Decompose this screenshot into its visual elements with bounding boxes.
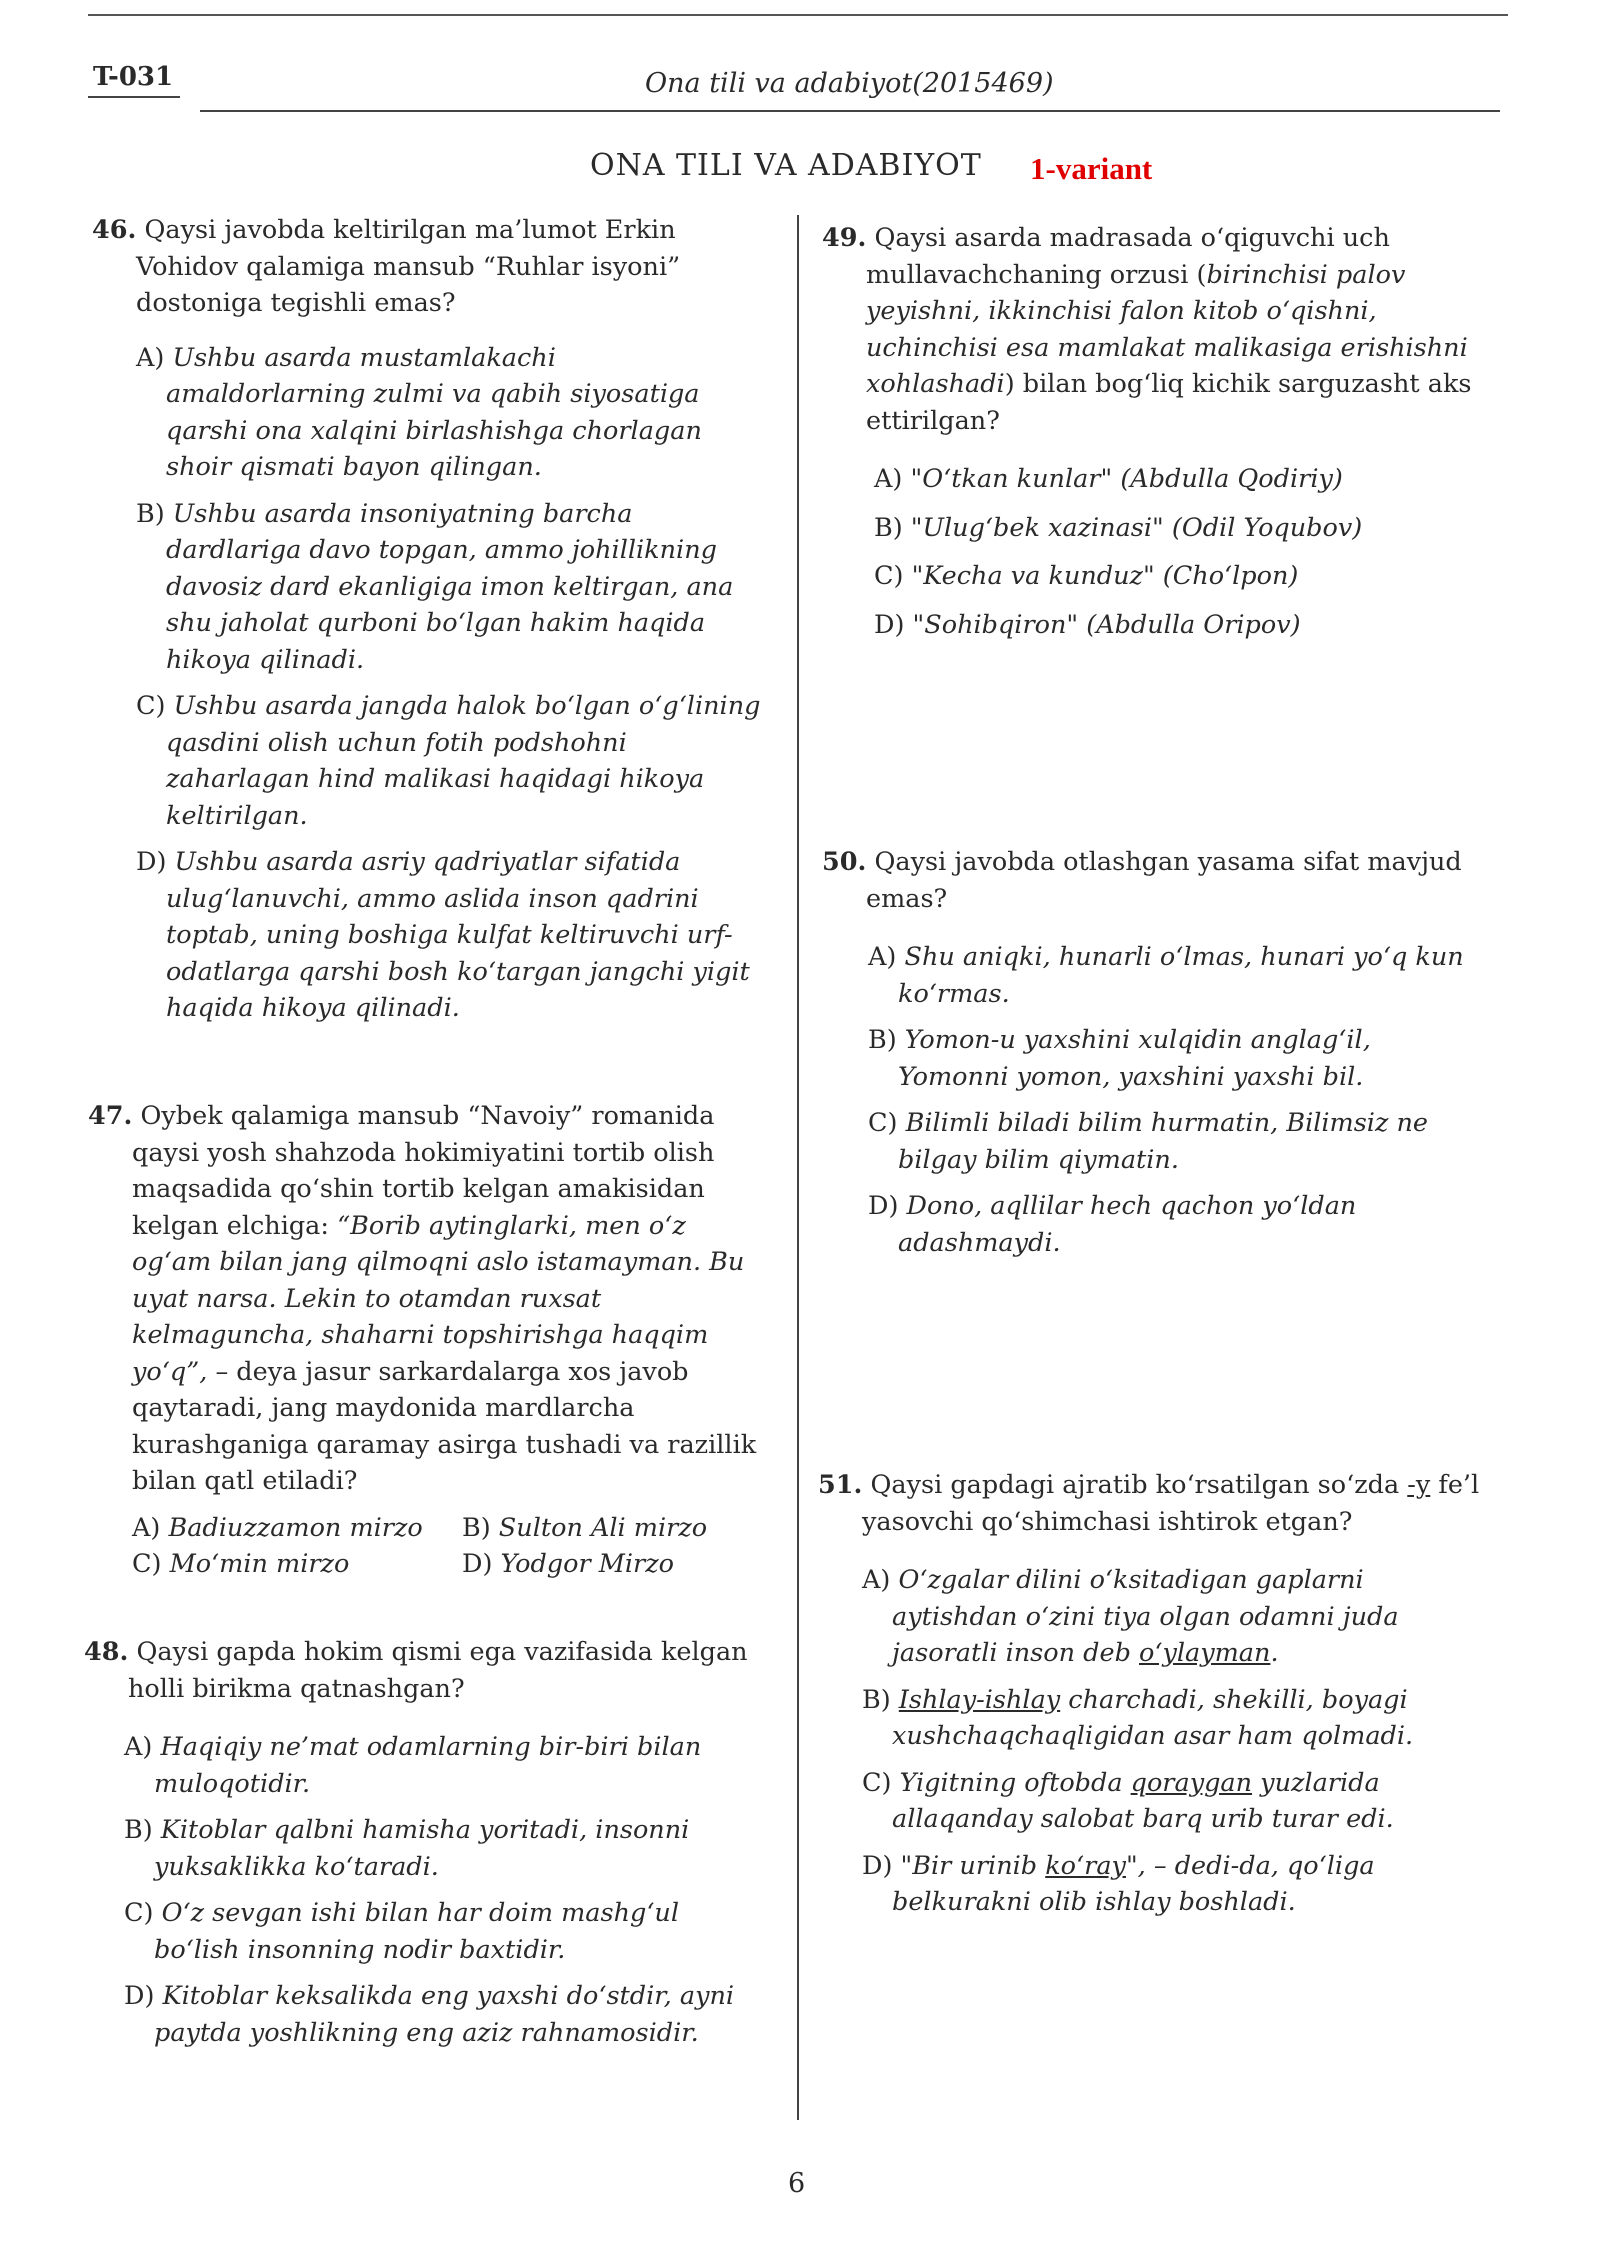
variant-label: 1-variant	[1030, 151, 1153, 186]
option-letter: A)	[136, 342, 165, 373]
underlined-suffix: -y	[1407, 1470, 1431, 1500]
option-text: Bilimli biladi bilim hurmatin, Bilimsiz ne bilgay bilim qiymatin.	[898, 1108, 1429, 1175]
question-46	[92, 212, 762, 1037]
option-letter: D)	[462, 1549, 493, 1579]
option-d	[462, 1546, 782, 1583]
options	[92, 340, 762, 1027]
option-letter: C)	[124, 1898, 154, 1928]
option-letter: D)	[874, 609, 905, 640]
option-text: Kitoblar qalbni hamisha yoritadi, insonni yuksaklikka ko‘taradi.	[154, 1815, 690, 1882]
option-letter: C)	[862, 1767, 892, 1798]
question-text	[822, 844, 1482, 917]
options-grid	[88, 1510, 758, 1583]
option-letter: A)	[124, 1732, 153, 1762]
option-b	[862, 1682, 1483, 1755]
option-d	[868, 1188, 1482, 1261]
question-text	[822, 220, 1482, 439]
option-c	[136, 688, 762, 834]
option-b	[874, 510, 1482, 547]
option-letter: C)	[874, 561, 904, 591]
options	[822, 461, 1482, 643]
option-b	[462, 1510, 782, 1547]
underlined-word: ko‘ray	[1045, 1850, 1126, 1881]
question-49	[822, 220, 1482, 655]
option-text: "Bir urinib	[900, 1850, 1046, 1881]
option-b	[868, 1022, 1482, 1095]
question-number: 48.	[84, 1637, 129, 1667]
subject-header: Ona tili va adabiyot(2015469)	[645, 68, 1054, 99]
question-number: 49.	[822, 223, 867, 253]
option-a	[124, 1729, 764, 1802]
options	[84, 1729, 764, 2051]
option-a	[862, 1562, 1483, 1672]
question-quote: “Borib aytinglarki, men o‘z og‘am bilan jang qilmoqni aslo istamayman. Bu uyat narsa. Lekin to otamdan ruxsat kelmaguncha, shaharni topshirishga haqqim yo‘q”,	[132, 1210, 745, 1387]
option-b	[124, 1812, 764, 1885]
question-body: Qaysi gapdagi ajratib ko‘rsatilgan so‘zda	[870, 1470, 1408, 1500]
question-body: Qaysi gapda hokim qismi ega vazifasida kelgan holli birikma qatnashgan?	[128, 1637, 748, 1704]
question-number: 51.	[818, 1470, 863, 1500]
option-a	[136, 340, 762, 486]
option-text: Mo‘min mirzo	[169, 1549, 350, 1579]
option-text: Ushbu asarda insoniyatning barcha dardlariga davo topgan, ammo johillikning davosiz dard ekanligiga imon keltirgan, ana shu jaholat qurboni bo‘lgan hakim haqida hikoya qilinadi.	[166, 498, 734, 675]
option-text: Dono, aqllilar hech qachon yo‘ldan adashmaydi.	[898, 1191, 1357, 1258]
options	[822, 939, 1482, 1261]
top-rule	[88, 14, 1508, 16]
option-b	[136, 496, 762, 679]
option-letter: A)	[868, 942, 897, 972]
option-c	[868, 1105, 1482, 1178]
option-letter: B)	[136, 498, 165, 529]
question-number: 46.	[92, 215, 137, 245]
code-underline	[88, 96, 180, 98]
underlined-word: Ishlay-ishlay	[898, 1684, 1061, 1715]
option-text-end: yuzlarida allaqanday salobat barq urib turar edi.	[892, 1767, 1394, 1834]
option-text: Shu aniqki, hunarli o‘lmas, hunari yo‘q kun ko‘rmas.	[898, 942, 1464, 1009]
option-text: O‘z sevgan ishi bilan har doim mashg‘ul bo‘lish insonning nodir baxtidir.	[154, 1898, 679, 1965]
options	[818, 1562, 1483, 1921]
question-text	[88, 1098, 758, 1500]
option-letter: D)	[868, 1191, 899, 1221]
option-letter: C)	[132, 1549, 162, 1579]
option-d	[874, 607, 1482, 644]
option-text: Ushbu asarda asriy qadriyatlar sifatida ulug‘lanuvchi, ammo aslida inson qadrini toptab, uning boshiga kulfat keltiruvchi urf-odatlarga qarshi bosh ko‘targan jangchi yigit haqida hikoya qilinadi.	[166, 847, 750, 1023]
option-letter: B)	[462, 1512, 491, 1543]
question-51	[818, 1467, 1483, 1931]
option-letter: C)	[868, 1108, 898, 1138]
header-rule	[200, 110, 1500, 112]
option-text: Yodgor Mirzo	[500, 1549, 675, 1579]
question-body: Qaysi javobda otlashgan yasama sifat mavjud emas?	[866, 847, 1462, 914]
option-text-end: .	[1270, 1638, 1279, 1668]
question-body: Oybek qalamiga mansub “Navoiy” romanida qaysi yosh shahzoda hokimiyatini tortib olish maqsadida qo‘shin tortib kelgan amakisidan kelgan elchiga:	[132, 1101, 715, 1241]
option-letter: B)	[862, 1684, 891, 1715]
option-letter: C)	[136, 691, 166, 721]
option-c	[132, 1546, 462, 1583]
option-letter: A)	[862, 1565, 891, 1595]
option-c	[874, 558, 1482, 595]
question-tail: fe’l yasovchi qo‘shimchasi ishtirok etgan?	[862, 1470, 1480, 1537]
option-c	[862, 1765, 1483, 1838]
question-text	[92, 212, 762, 322]
question-text	[818, 1467, 1483, 1540]
underlined-word: o‘ylayman	[1139, 1638, 1271, 1668]
option-d	[124, 1978, 764, 2051]
option-text: Kitoblar keksalikda eng yaxshi do‘stdir, ayni paytda yoshlikning eng aziz rahnamosidir.	[154, 1981, 735, 2048]
question-47	[88, 1098, 758, 1583]
option-c	[124, 1895, 764, 1968]
underlined-word: qoraygan	[1130, 1767, 1253, 1798]
option-text: Yomon-u yaxshini xulqidin anglag‘il, Yomonni yomon, yaxshini yaxshi bil.	[898, 1025, 1371, 1092]
option-letter: D)	[136, 847, 167, 877]
page-title: ONA TILI VA ADABIYOT	[590, 148, 982, 183]
option-text: "Sohibqiron" (Abdulla Oripov)	[912, 609, 1301, 640]
question-number: 47.	[88, 1101, 133, 1131]
option-text: Ushbu asarda mustamlakachi amaldorlarning zulmi va qabih siyosatiga qarshi ona xalqini birlashishga chorlagan shoir qismati bayon qilingan.	[166, 342, 702, 482]
option-a	[868, 939, 1482, 1012]
option-letter: A)	[132, 1512, 161, 1543]
question-text	[84, 1634, 764, 1707]
question-body: Qaysi asarda madrasada o‘qiguvchi uch mullavachchaning orzusi (	[866, 223, 1390, 290]
option-letter: D)	[124, 1981, 155, 2011]
option-letter: B)	[874, 512, 903, 543]
option-text: "Kecha va kunduz" (Cho‘lpon)	[911, 561, 1299, 591]
question-50	[822, 844, 1482, 1271]
option-text: "O‘tkan kunlar" (Abdulla Qodiriy)	[910, 464, 1343, 494]
option-text: "Ulug‘bek xazinasi" (Odil Yoqubov)	[910, 512, 1363, 543]
option-text: Yigitning oftobda	[899, 1767, 1131, 1798]
question-number: 50.	[822, 847, 867, 877]
option-a	[874, 461, 1482, 498]
option-letter: B)	[868, 1025, 897, 1055]
test-code: T-031	[93, 62, 174, 92]
question-48	[84, 1634, 764, 2061]
page-number: 6	[788, 2168, 806, 2199]
question-tail: ) bilan bog‘liq kichik sarguzasht aks ettirilgan?	[866, 369, 1472, 436]
option-text: Ushbu asarda jangda halok bo‘lgan o‘g‘lining qasdini olish uchun fotih podshohni zaharlagan hind malikasi haqidagi hikoya keltirilgan.	[166, 691, 761, 831]
option-letter: B)	[124, 1815, 153, 1845]
question-quote: birinchisi palov yeyishni, ikkinchisi falon kitob o‘qishni, uchinchisi esa mamlakat malikasiga erishishni xohlashadi	[866, 259, 1468, 399]
option-letter: A)	[874, 464, 903, 494]
option-text: Haqiqiy ne’mat odamlarning bir-biri bilan muloqotidir.	[154, 1732, 702, 1799]
option-text-end: charchadi, shekilli, boyagi xushchaqchaqligidan asar ham qolmadi.	[892, 1684, 1414, 1751]
option-a	[132, 1510, 462, 1547]
option-text: O‘zgalar dilini o‘ksitadigan gaplarni aytishdan o‘zini tiya olgan odamni juda jasoratli inson deb	[892, 1565, 1399, 1668]
option-d	[136, 844, 762, 1027]
option-d	[862, 1848, 1483, 1921]
option-letter: D)	[862, 1850, 893, 1881]
question-body: Qaysi javobda keltirilgan ma’lumot Erkin Vohidov qalamiga mansub “Ruhlar isyoni” dostoniga tegishli emas?	[136, 215, 681, 318]
option-text-end: ", – dedi-da, qo‘liga belkurakni olib ishlay boshladi.	[892, 1850, 1375, 1917]
option-text: Sulton Ali mirzo	[498, 1512, 708, 1543]
option-text: Badiuzzamon mirzo	[168, 1512, 423, 1543]
column-divider	[797, 215, 799, 2120]
question-tail: – deya jasur sarkardalarga xos javob qaytaradi, jang maydonida mardlarcha kurashganiga qaramay asirga tushadi va razillik bilan qatl etiladi?	[132, 1356, 757, 1496]
